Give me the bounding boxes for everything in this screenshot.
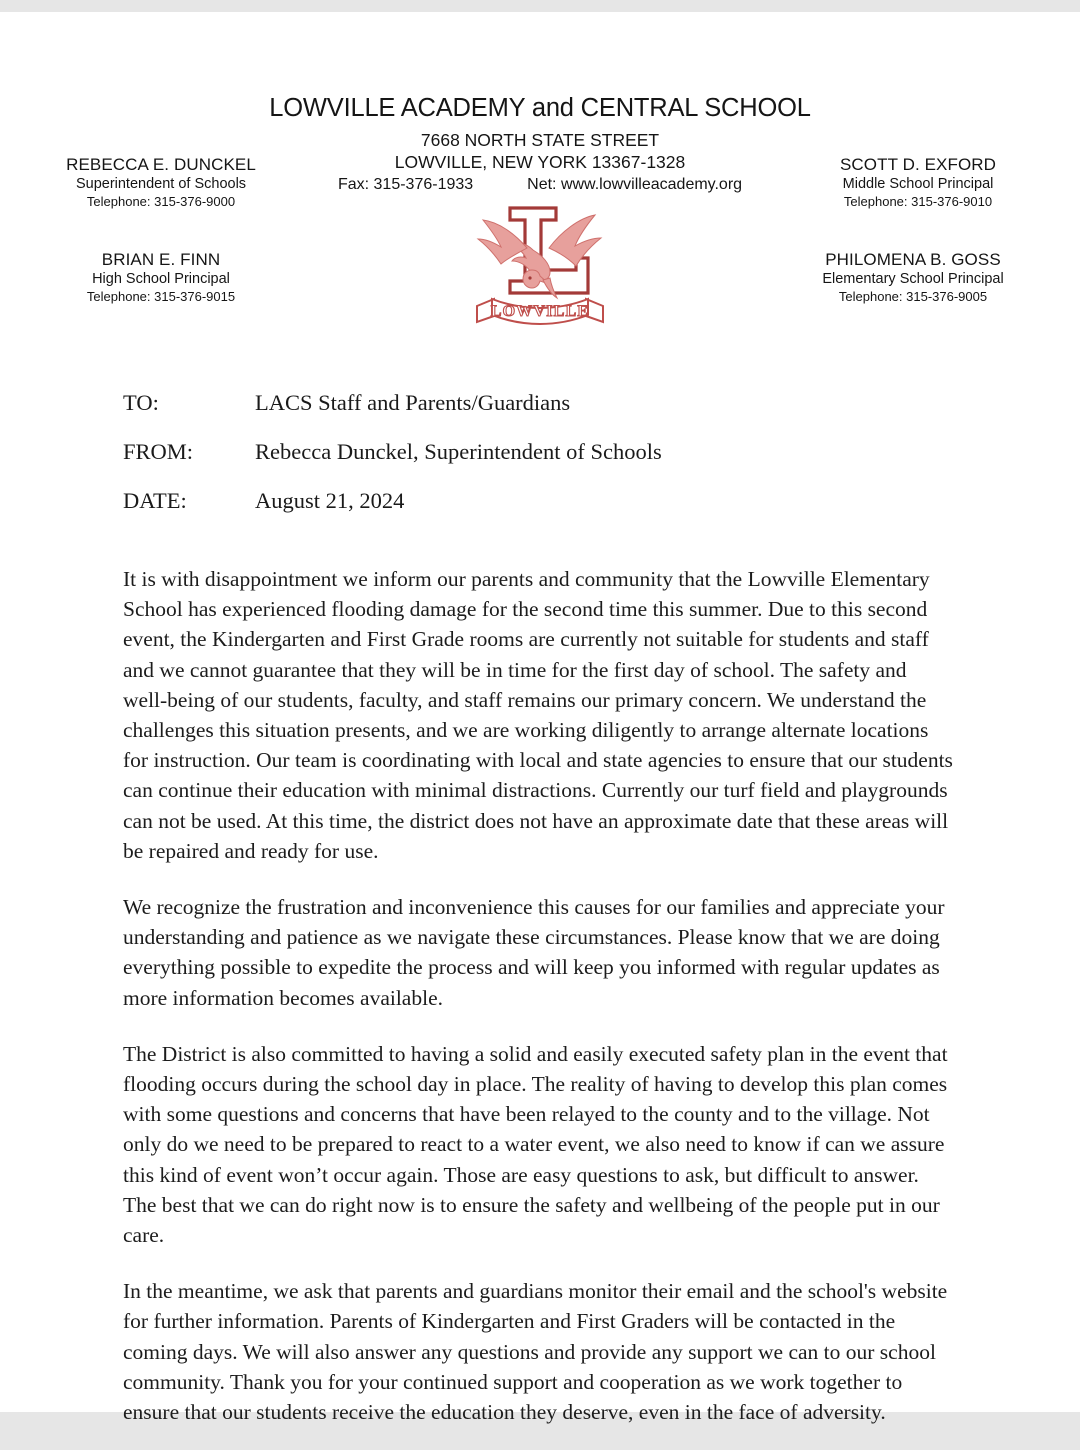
logo-banner-text: LOWVILLE	[490, 303, 590, 320]
memo-row-from	[0, 439, 1080, 488]
body-paragraph-4: In the meantime, we ask that parents and guardians monitor their email and the school's website for further information. Parents of Kindergarten and First Graders will be contacted in the coming days. We will also answer any questions and provide any support we can to our school community. Thank you for your continued support and cooperation as we work together to ensure that our students receive the education they deserve, even in the face of adversity.	[123, 1279, 948, 1425]
official-philomena-goss	[780, 250, 1046, 305]
official-name: REBECCA E. DUNCKEL	[66, 155, 256, 174]
official-role: Superintendent of Schools	[75, 176, 247, 192]
memo-to-value: LACS Staff and Parents/Guardians	[255, 390, 571, 415]
body-paragraph-2: We recognize the frustration and inconvenience this causes for our families and appreciate your understanding and patience as we navigate these circumstances. Please know that we are doing everything possible to expedite the process and will keep you informed with regular updates as more information becomes available.	[123, 895, 945, 1010]
official-name: BRIAN E. FINN	[101, 250, 221, 269]
memo-to-label: TO:	[123, 390, 159, 415]
official-brian-finn	[38, 250, 284, 305]
memo-row-date	[0, 488, 1080, 537]
school-name: LOWVILLE ACADEMY and CENTRAL SCHOOL	[269, 94, 811, 122]
document-page	[0, 12, 1080, 1425]
letterhead	[0, 12, 1080, 320]
body-paragraph-1: It is with disappointment we inform our parents and community that the Lowville Elementary School has experienced flooding damage for the second time this summer. Due to this second event, the Kindergarten and First Grade rooms are currently not suitable for students and staff and we cannot guarantee that they will be in time for the first day of school. The safety and well-being of our students, faculty, and staff remains our primary concern. We understand the challenges this situation presents, and we are working diligently to arrange alternate locations for instruction. Our team is coordinating with local and state agencies to ensure that our students can continue their education with minimal distractions. Currently our turf field and playgrounds can not be used. At this time, the district does not have an approximate date that these areas will be repaired and ready for use.	[123, 567, 953, 863]
official-name: SCOTT D. EXFORD	[839, 155, 997, 174]
address-line-1: 7668 NORTH STATE STREET	[420, 130, 660, 150]
official-telephone: Telephone: 315-376-9015	[86, 289, 236, 304]
official-telephone: Telephone: 315-376-9005	[838, 289, 988, 304]
official-telephone: Telephone: 315-376-9010	[843, 194, 993, 209]
memo-date-value: August 21, 2024	[255, 488, 405, 513]
memo-from-value: Rebecca Dunckel, Superintendent of Schools	[255, 439, 662, 464]
official-telephone: Telephone: 315-376-9000	[86, 194, 236, 209]
fax-number: Fax: 315-376-1933	[337, 176, 474, 193]
eagle-crest-icon	[463, 198, 617, 330]
memo-header	[0, 390, 1080, 537]
website-url: Net: www.lowvilleacademy.org	[527, 176, 743, 193]
letter-body	[123, 564, 956, 1427]
memo-row-to	[0, 390, 1080, 439]
memo-from-label: FROM:	[123, 439, 194, 464]
body-paragraph-3: The District is also committed to having a solid and easily executed safety plan in the event that flooding occurs during the school day in place. The reality of having to develop this plan comes with some questions and concerns that have been relayed to the county and to the village. Not only do we need to be prepared to react to a water event, we also need to know if can we assure this kind of event won’t occur again. Those are easy questions to ask, but difficult to answer. The best that we can do right now is to ensure the safety and wellbeing of the people put in our care.	[123, 1041, 948, 1248]
official-rebecca-dunckel	[38, 155, 284, 210]
official-role: Elementary School Principal	[822, 271, 1004, 287]
official-scott-exford	[790, 155, 1046, 210]
official-name: PHILOMENA B. GOSS	[825, 250, 1001, 269]
official-role: High School Principal	[92, 271, 230, 287]
address-line-2: LOWVILLE, NEW YORK 13367-1328	[394, 152, 686, 172]
school-logo	[463, 198, 617, 330]
memo-date-label: DATE:	[123, 488, 187, 513]
official-role: Middle School Principal	[842, 176, 994, 192]
